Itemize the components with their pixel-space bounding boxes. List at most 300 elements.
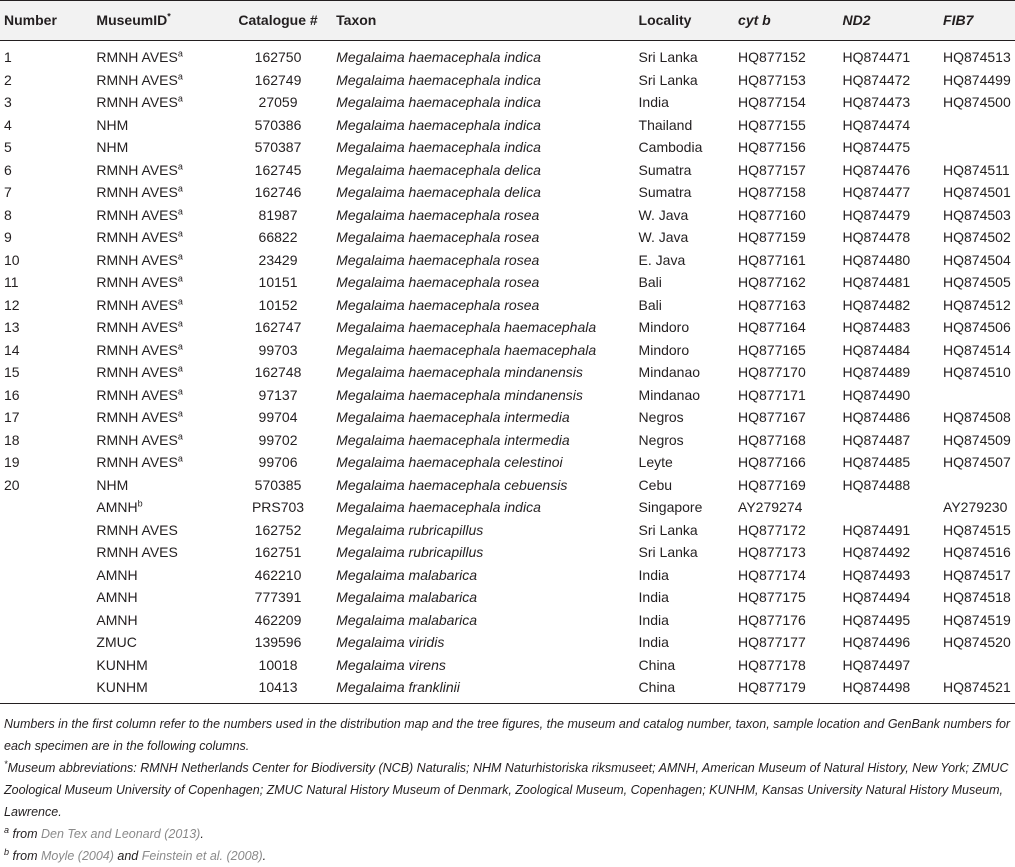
cell-fib7: HQ874513 xyxy=(943,49,1011,65)
footnote-b-mid: and xyxy=(113,849,142,863)
cell-museum-id xyxy=(96,564,219,587)
cell-number: 6 xyxy=(4,161,12,178)
cell-number xyxy=(0,564,96,587)
museum-id-text: RMNH AVES xyxy=(96,206,178,223)
cell-nd2 xyxy=(843,496,944,519)
cell-locality: Singapore xyxy=(638,499,703,515)
cell-taxon: Megalaima haemacephala intermedia xyxy=(336,431,570,448)
cell-nd2: HQ874480 xyxy=(842,251,911,268)
cell-nd2: HQ874472 xyxy=(842,71,911,88)
cell-nd2: HQ874498 xyxy=(843,676,944,703)
cell-fib7: HQ874505 xyxy=(943,274,1011,290)
cell-cytb: HQ877174 xyxy=(738,566,806,583)
table-row xyxy=(0,159,1015,182)
cell-taxon: Megalaima viridis xyxy=(336,634,445,650)
cell-number: 14 xyxy=(4,341,20,358)
cell-catalogue: 462209 xyxy=(254,611,302,628)
cell-cytb: HQ877172 xyxy=(738,521,806,538)
cell-catalogue: 23429 xyxy=(258,251,298,268)
cell-fib7: HQ874507 xyxy=(943,454,1011,470)
table-row xyxy=(0,316,1015,339)
footnote-b-ref1-link[interactable]: Moyle (2004) xyxy=(40,849,114,863)
cell-locality: Bali xyxy=(638,296,662,313)
cell-catalogue: 10151 xyxy=(258,274,298,290)
cell-fib7: HQ874519 xyxy=(943,611,1011,628)
cell-catalogue: 10413 xyxy=(220,676,336,703)
cell-nd2: HQ874497 xyxy=(842,656,911,673)
cell-taxon: Megalaima virens xyxy=(336,656,446,673)
cell-fib7: HQ874520 xyxy=(943,634,1011,650)
cell-locality: Mindoro xyxy=(638,319,690,335)
cell-nd2: HQ874471 xyxy=(842,49,911,65)
cell-taxon: Megalaima rubricapillus xyxy=(336,521,484,538)
table-row xyxy=(0,406,1015,429)
table-row xyxy=(0,69,1015,92)
museum-id-footnote-mark: a xyxy=(177,48,183,59)
cell-cytb: HQ877168 xyxy=(738,431,806,448)
cell-catalogue: 10018 xyxy=(258,656,298,673)
museum-id-text: ZMUC xyxy=(96,634,137,650)
cell-number xyxy=(0,496,96,519)
cell-number xyxy=(0,654,96,677)
museum-id-text: RMNH AVES xyxy=(96,431,178,448)
table-row xyxy=(0,204,1015,227)
museum-id-footnote-mark: a xyxy=(177,408,183,419)
cell-locality: Bali xyxy=(638,274,662,290)
cell-number xyxy=(0,609,96,632)
table-body xyxy=(0,41,1015,704)
cell-cytb: HQ877177 xyxy=(738,634,806,650)
cell-fib7: HQ874508 xyxy=(943,409,1011,425)
cell-number: 16 xyxy=(4,386,20,403)
cell-cytb: HQ877155 xyxy=(738,116,806,133)
cell-museum-id xyxy=(96,249,219,272)
cell-locality: China xyxy=(638,656,676,673)
museum-id-footnote-mark: a xyxy=(177,430,183,441)
table-row xyxy=(0,339,1015,362)
cell-nd2: HQ874490 xyxy=(842,386,911,403)
museum-id-text: RMNH AVES xyxy=(96,364,178,380)
cell-catalogue: PRS703 xyxy=(251,499,305,515)
cell-fib7: HQ874500 xyxy=(943,94,1011,110)
cell-locality: Sri Lanka xyxy=(638,71,698,88)
cell-catalogue: 99702 xyxy=(258,431,298,448)
cell-catalogue: 81987 xyxy=(258,206,298,223)
cell-fib7: HQ874506 xyxy=(943,319,1011,335)
cell-museum-id xyxy=(96,361,219,384)
cell-locality: Leyte xyxy=(638,454,673,470)
footnote-a-ref-link[interactable]: Den Tex and Leonard (2013) xyxy=(40,827,201,841)
museum-id-footnote-mark: a xyxy=(177,318,183,329)
cell-number xyxy=(0,676,96,703)
footnote-b-mark: b xyxy=(4,846,10,857)
header-museum-id-mark: * xyxy=(167,11,171,22)
table-row xyxy=(0,451,1015,474)
cell-catalogue: 10152 xyxy=(258,296,298,313)
table-row xyxy=(0,586,1015,609)
cell-catalogue: 162750 xyxy=(254,49,302,65)
cell-taxon: Megalaima haemacephala rosea xyxy=(336,229,540,245)
cell-fib7: HQ874516 xyxy=(943,544,1011,560)
cell-fib7: HQ874521 xyxy=(943,676,1015,703)
cell-fib7 xyxy=(943,384,1015,407)
cell-locality: Sumatra xyxy=(638,161,692,178)
cell-nd2: HQ874476 xyxy=(842,161,911,178)
cell-museum-id xyxy=(96,294,219,317)
table-row xyxy=(0,541,1015,564)
cell-fib7: AY279230 xyxy=(943,499,1008,515)
museum-id-footnote-mark: a xyxy=(177,250,183,261)
cell-nd2: HQ874494 xyxy=(842,589,911,605)
table-row xyxy=(0,519,1015,542)
cell-cytb: HQ877153 xyxy=(738,71,806,88)
cell-locality: Sri Lanka xyxy=(638,544,698,560)
table-row xyxy=(0,384,1015,407)
cell-number: 8 xyxy=(4,206,12,223)
cell-nd2: HQ874496 xyxy=(842,634,911,650)
cell-taxon: Megalaima haemacephala delica xyxy=(336,184,541,200)
cell-number: 12 xyxy=(4,296,20,313)
cell-number: 4 xyxy=(4,116,12,133)
cell-locality: Thailand xyxy=(638,116,693,133)
cell-museum-id xyxy=(96,586,219,609)
museum-id-text: NHM xyxy=(96,139,129,155)
cell-museum-id xyxy=(96,406,219,429)
table-row xyxy=(0,271,1015,294)
museum-id-text: AMNH xyxy=(96,499,138,515)
note-abbreviations xyxy=(4,757,1012,823)
cell-catalogue: 162752 xyxy=(254,521,302,538)
table-row xyxy=(0,226,1015,249)
cell-number: 13 xyxy=(4,319,20,335)
cell-nd2: HQ874474 xyxy=(842,116,911,133)
table-row xyxy=(0,91,1015,114)
cell-locality: Sumatra xyxy=(638,184,692,200)
museum-id-text: RMNH AVES xyxy=(96,94,178,110)
cell-catalogue: 99703 xyxy=(258,341,298,358)
cell-nd2: HQ874493 xyxy=(842,566,911,583)
cell-nd2: HQ874489 xyxy=(842,364,911,380)
cell-nd2: HQ874482 xyxy=(842,296,911,313)
cell-museum-id xyxy=(96,136,219,159)
table-row xyxy=(0,654,1015,677)
cell-catalogue: 99704 xyxy=(258,409,298,425)
cell-museum-id xyxy=(96,114,219,137)
cell-number xyxy=(0,519,96,542)
cell-taxon: Megalaima franklinii xyxy=(336,676,638,703)
cell-museum-id xyxy=(96,541,219,564)
cell-taxon: Megalaima haemacephala indica xyxy=(336,94,541,110)
table-row xyxy=(0,181,1015,204)
cell-locality: Sri Lanka xyxy=(638,49,698,65)
header-cytb: cyt b xyxy=(738,1,842,41)
museum-id-footnote-mark: a xyxy=(177,295,183,306)
cell-catalogue: 570387 xyxy=(254,139,302,155)
museum-id-text: KUNHM xyxy=(96,679,148,695)
cell-museum-id xyxy=(96,474,219,497)
cell-locality: W. Java xyxy=(638,206,689,223)
cell-cytb: HQ877167 xyxy=(738,409,806,425)
cell-fib7: HQ874515 xyxy=(943,521,1011,538)
header-catalogue: Catalogue # xyxy=(220,1,336,41)
cell-museum-id xyxy=(96,451,219,474)
cell-fib7: HQ874517 xyxy=(943,566,1011,583)
cell-catalogue: 570385 xyxy=(254,476,302,493)
cell-cytb: HQ877164 xyxy=(738,319,806,335)
cell-cytb: HQ877166 xyxy=(738,454,806,470)
cell-cytb: HQ877158 xyxy=(738,184,806,200)
cell-number: 18 xyxy=(4,431,20,448)
museum-id-text: RMNH AVES xyxy=(96,386,178,403)
cell-museum-id xyxy=(96,91,219,114)
cell-locality: Cambodia xyxy=(638,139,703,155)
table-row xyxy=(0,361,1015,384)
cell-taxon: Megalaima haemacephala rosea xyxy=(336,274,540,290)
museum-id-text: RMNH AVES xyxy=(96,341,178,358)
cell-museum-id xyxy=(96,159,219,182)
cell-cytb: HQ877171 xyxy=(738,386,806,403)
cell-fib7: HQ874518 xyxy=(943,589,1011,605)
museum-id-footnote-mark: a xyxy=(177,160,183,171)
museum-id-text: RMNH AVES xyxy=(96,161,178,178)
table-row xyxy=(0,249,1015,272)
cell-cytb: HQ877163 xyxy=(738,296,806,313)
footnote-a-mark: a xyxy=(4,824,10,835)
museum-id-footnote-mark: a xyxy=(177,363,183,374)
cell-cytb: HQ877154 xyxy=(738,94,806,110)
table-row xyxy=(0,429,1015,452)
cell-nd2: HQ874485 xyxy=(842,454,911,470)
museum-id-text: RMNH AVES xyxy=(96,544,178,560)
cell-fib7: HQ874503 xyxy=(943,206,1011,223)
cell-taxon: Megalaima haemacephala mindanensis xyxy=(336,364,583,380)
cell-number: 15 xyxy=(4,364,20,380)
museum-id-text: RMNH AVES xyxy=(96,409,178,425)
cell-fib7 xyxy=(943,474,1015,497)
cell-cytb: HQ877157 xyxy=(738,161,806,178)
cell-taxon: Megalaima haemacephala indica xyxy=(336,71,541,88)
header-taxon: Taxon xyxy=(336,1,638,41)
table-row xyxy=(0,41,1015,69)
cell-taxon: Megalaima haemacephala mindanensis xyxy=(336,386,583,403)
museum-id-text: AMNH xyxy=(96,611,138,628)
table-row xyxy=(0,609,1015,632)
cell-taxon: Megalaima malabarica xyxy=(336,566,478,583)
cell-fib7 xyxy=(943,136,1015,159)
cell-nd2: HQ874473 xyxy=(842,94,911,110)
footnote-a-suffix: . xyxy=(200,827,204,841)
cell-cytb: HQ877169 xyxy=(738,476,806,493)
cell-catalogue: 66822 xyxy=(258,229,298,245)
cell-cytb: HQ877175 xyxy=(738,589,806,605)
cell-catalogue: 570386 xyxy=(254,116,302,133)
museum-id-text: AMNH xyxy=(96,589,138,605)
museum-id-text: RMNH AVES xyxy=(96,274,178,290)
cell-cytb: HQ877178 xyxy=(738,656,806,673)
cell-museum-id xyxy=(96,69,219,92)
cell-nd2: HQ874488 xyxy=(842,476,911,493)
museum-id-text: NHM xyxy=(96,476,129,493)
cell-museum-id xyxy=(96,429,219,452)
cell-museum-id xyxy=(96,384,219,407)
cell-taxon: Megalaima haemacephala indica xyxy=(336,49,541,65)
cell-catalogue: 162749 xyxy=(254,71,302,88)
cell-nd2: HQ874483 xyxy=(842,319,911,335)
cell-fib7 xyxy=(943,654,1015,677)
header-museum-id xyxy=(96,1,219,41)
cell-taxon: Megalaima haemacephala indica xyxy=(336,499,541,515)
table-row xyxy=(0,676,1015,703)
museum-id-text: NHM xyxy=(96,116,129,133)
cell-locality: India xyxy=(638,611,669,628)
cell-catalogue: 162751 xyxy=(254,544,302,560)
cell-cytb: HQ877160 xyxy=(738,206,806,223)
cell-taxon: Megalaima haemacephala rosea xyxy=(336,296,540,313)
cell-taxon: Megalaima haemacephala cebuensis xyxy=(336,476,568,493)
cell-museum-id xyxy=(96,654,219,677)
cell-number: 5 xyxy=(4,139,12,155)
museum-id-footnote-mark: a xyxy=(177,228,183,239)
museum-id-footnote-mark: a xyxy=(177,340,183,351)
museum-id-text: RMNH AVES xyxy=(96,319,178,335)
cell-catalogue: 162747 xyxy=(254,319,302,335)
cell-museum-id xyxy=(96,181,219,204)
cell-number: 9 xyxy=(4,229,12,245)
cell-locality: Negros xyxy=(638,431,684,448)
cell-museum-id xyxy=(96,676,219,703)
cell-cytb: HQ877161 xyxy=(738,251,806,268)
cell-locality: India xyxy=(638,634,669,650)
cell-locality: India xyxy=(638,94,669,110)
footnote-a xyxy=(4,823,1012,845)
cell-catalogue: 162746 xyxy=(254,184,302,200)
cell-fib7 xyxy=(943,114,1015,137)
cell-museum-id xyxy=(96,271,219,294)
cell-locality: Cebu xyxy=(638,476,673,493)
museum-id-text: RMNH AVES xyxy=(96,296,178,313)
museum-id-text: RMNH AVES xyxy=(96,454,178,470)
cell-cytb: AY279274 xyxy=(738,499,803,515)
cell-nd2: HQ874475 xyxy=(842,139,911,155)
cell-museum-id xyxy=(96,609,219,632)
header-museum-id-label: MuseumID xyxy=(96,12,168,29)
museum-id-footnote-mark: b xyxy=(137,498,143,509)
note-abbrev-mark: * xyxy=(4,758,8,769)
cell-nd2: HQ874478 xyxy=(842,229,911,245)
table-row xyxy=(0,564,1015,587)
cell-taxon: Megalaima haemacephala indica xyxy=(336,116,541,133)
cell-museum-id xyxy=(96,496,219,519)
cell-number: 20 xyxy=(4,476,20,493)
footnote-b-suffix: . xyxy=(262,849,267,863)
cell-fib7: HQ874511 xyxy=(943,161,1010,178)
cell-fib7: HQ874504 xyxy=(943,251,1011,268)
cell-cytb: HQ877165 xyxy=(738,341,806,358)
table-row xyxy=(0,496,1015,519)
museum-id-footnote-mark: a xyxy=(177,205,183,216)
museum-id-footnote-mark: a xyxy=(177,93,183,104)
cell-cytb: HQ877156 xyxy=(738,139,806,155)
cell-nd2: HQ874484 xyxy=(842,341,911,358)
cell-number: 17 xyxy=(4,409,20,425)
note-abbrev-text: Museum abbreviations: RMNH Netherlands Center for Biodiversity (NCB) Naturalis; NHM Naturhistoriska riksmuseet; AMNH, American Museum of Natural History, New York; ZMUC Zoological Museum University of Copenhagen; ZMUC Natural History Museum of Denmark, Zoological Museum, Copenhagen; KUNHM, Kansas University Natural History Museum, Lawrence. xyxy=(4,761,1009,819)
museum-id-text: RMNH AVES xyxy=(96,229,178,245)
cell-number: 11 xyxy=(4,274,19,290)
cell-museum-id xyxy=(96,339,219,362)
cell-nd2: HQ874492 xyxy=(842,544,911,560)
cell-taxon: Megalaima haemacephala intermedia xyxy=(336,409,570,425)
cell-number: 10 xyxy=(4,251,20,268)
cell-taxon: Megalaima haemacephala delica xyxy=(336,161,541,178)
cell-catalogue: 99706 xyxy=(258,454,298,470)
cell-number xyxy=(0,586,96,609)
museum-id-text: RMNH AVES xyxy=(96,521,178,538)
cell-cytb: HQ877179 xyxy=(738,676,842,703)
museum-id-footnote-mark: a xyxy=(177,183,183,194)
table-row xyxy=(0,294,1015,317)
table-row xyxy=(0,474,1015,497)
cell-taxon: Megalaima haemacephala indica xyxy=(336,139,541,155)
cell-cytb: HQ877159 xyxy=(738,229,806,245)
museum-id-text: AMNH xyxy=(96,566,138,583)
cell-taxon: Megalaima haemacephala haemacephala xyxy=(336,319,597,335)
header-fib7: FIB7 xyxy=(943,1,1015,41)
cell-fib7: HQ874510 xyxy=(943,364,1011,380)
cell-taxon: Megalaima haemacephala rosea xyxy=(336,251,540,268)
table-row xyxy=(0,136,1015,159)
footnote-a-prefix: from xyxy=(9,827,41,841)
cell-catalogue: 777391 xyxy=(254,589,302,605)
cell-cytb: HQ877152 xyxy=(738,49,806,65)
museum-id-footnote-mark: a xyxy=(177,453,183,464)
cell-cytb: HQ877162 xyxy=(738,274,806,290)
museum-id-footnote-mark: a xyxy=(177,385,183,396)
cell-cytb: HQ877173 xyxy=(738,544,806,560)
cell-catalogue: 27059 xyxy=(258,94,298,110)
cell-nd2: HQ874477 xyxy=(842,184,911,200)
cell-locality: E. Java xyxy=(638,251,686,268)
cell-taxon: Megalaima haemacephala rosea xyxy=(336,206,540,223)
cell-fib7: HQ874514 xyxy=(943,341,1011,358)
museum-id-footnote-mark: a xyxy=(177,273,183,284)
footnote-b-prefix: from xyxy=(9,849,41,863)
museum-id-footnote-mark: a xyxy=(177,70,183,81)
cell-number: 1 xyxy=(4,49,12,65)
cell-number: 2 xyxy=(4,71,12,88)
cell-fib7: HQ874502 xyxy=(943,229,1011,245)
cell-number: 3 xyxy=(4,94,12,110)
cell-catalogue: 162745 xyxy=(254,161,302,178)
museum-id-text: KUNHM xyxy=(96,656,148,673)
cell-museum-id xyxy=(96,631,219,654)
cell-catalogue: 462210 xyxy=(254,566,302,583)
cell-museum-id xyxy=(96,519,219,542)
cell-fib7: HQ874512 xyxy=(943,296,1011,313)
cell-locality: Sri Lanka xyxy=(638,521,698,538)
cell-number xyxy=(0,631,96,654)
footnote-b-ref2-link[interactable]: Feinstein et al. (2008) xyxy=(141,849,263,863)
table-notes xyxy=(4,713,1012,867)
museum-id-text: RMNH AVES xyxy=(96,251,178,268)
cell-nd2: HQ874491 xyxy=(842,521,911,538)
cell-locality: India xyxy=(638,589,669,605)
cell-catalogue: 97137 xyxy=(258,386,298,403)
cell-fib7: HQ874501 xyxy=(943,184,1011,200)
cell-cytb: HQ877176 xyxy=(738,611,806,628)
table-row xyxy=(0,114,1015,137)
cell-taxon: Megalaima malabarica xyxy=(336,611,478,628)
note-intro: Numbers in the first column refer to the numbers used in the distribution map and the tree figures, the museum and catalog number, taxon, sample location and GenBank numbers for each specimen are in the following columns. xyxy=(4,717,1011,753)
